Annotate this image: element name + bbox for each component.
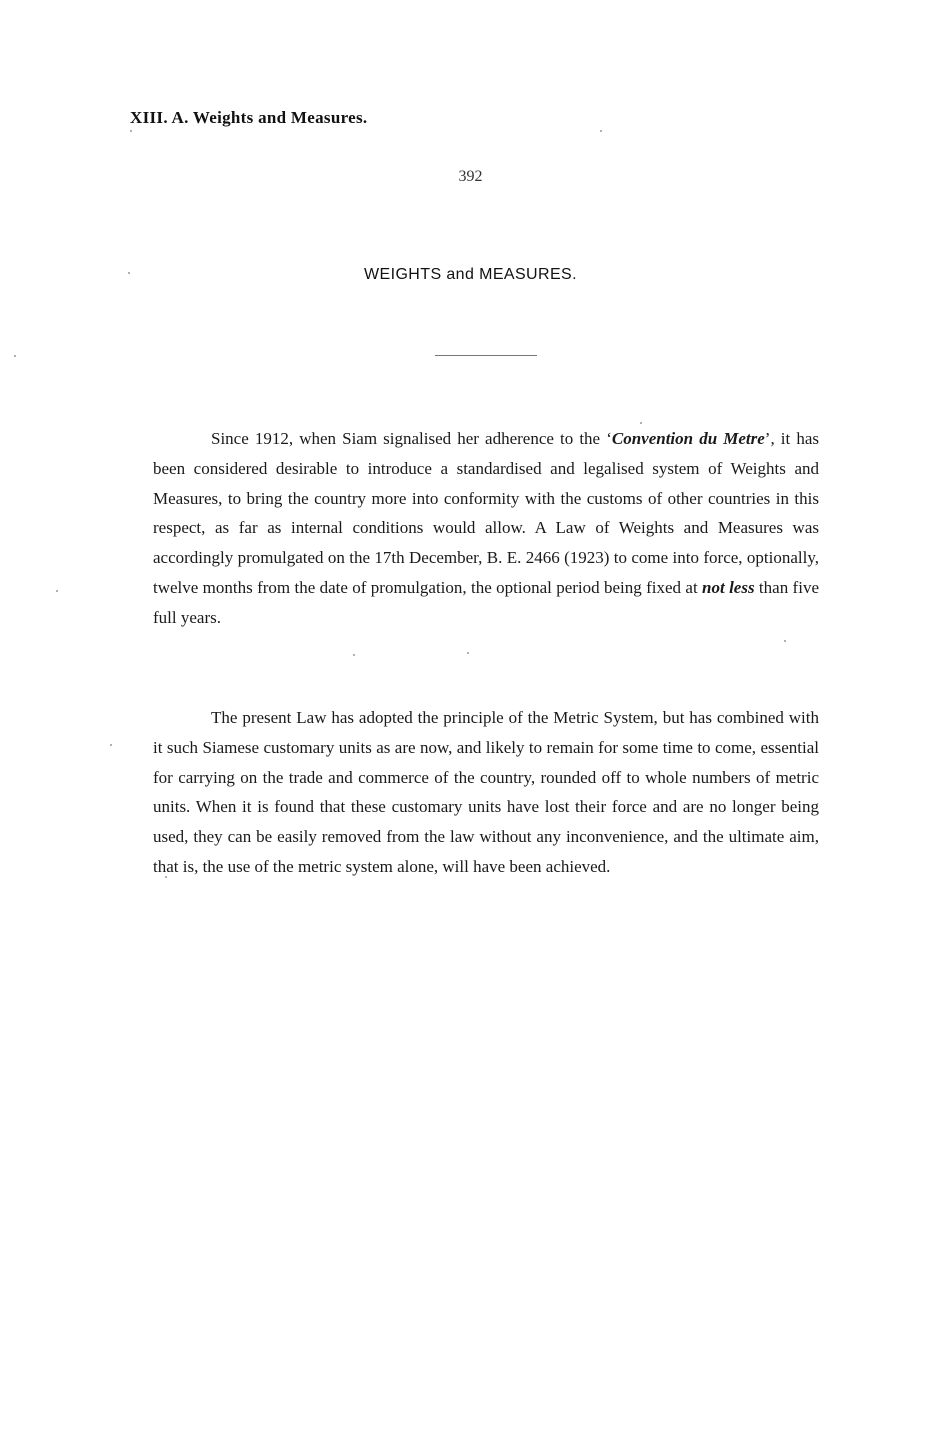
scan-speck <box>600 130 602 132</box>
paragraph-1-text-a: Since 1912, when Siam signalised her adherence to the <box>211 429 607 448</box>
scan-speck <box>110 744 112 746</box>
paragraph-1-text-c: than five full years. <box>153 577 819 627</box>
title-divider <box>435 355 537 356</box>
quote-open: ‘ <box>606 429 612 448</box>
scan-speck <box>128 272 130 274</box>
scan-speck <box>640 422 642 424</box>
quote-close: ’ <box>764 429 771 448</box>
convention-name: Convention du Metre <box>611 429 765 448</box>
section-heading: XIII. A. Weights and Measures. <box>130 108 368 127</box>
scan-speck <box>14 355 16 357</box>
emphasis-not-less: not less <box>702 577 755 597</box>
page-number: 392 <box>458 168 483 185</box>
scan-speck <box>467 652 469 654</box>
paragraph-2 <box>153 703 819 882</box>
scan-speck <box>784 640 786 642</box>
scan-speck <box>56 590 58 592</box>
document-title: WEIGHTS and MEASURES. <box>364 266 577 283</box>
paragraph-1-text-b: , it has been considered desirable to introduce a standardised and legalised system of Weights and Measures, to bring the country more into conformity with the customs of other countries in this respect, as far as internal conditions would allow. A Law of Weights and Measures was accordingly promulgated on the 17th December, B. E. 2466 (1923) to come into force, optionally, twelve months from the date of promulgation, the optional period being fixed at <box>153 429 819 597</box>
paragraph-2-text: The present Law has adopted the principle of the Metric System, but has combined with it such Siamese customary units as are now, and likely to remain for some time to come, essential for carrying on the trade and commerce of the country, rounded off to whole numbers of metric units. When it is found that these customary units have lost their force and are no longer being used, they can be easily removed from the law without any inconvenience, and the ultimate aim, that is, the use of the metric system alone, will have been achieved. <box>153 708 819 876</box>
scan-speck <box>130 130 132 132</box>
scan-speck <box>165 876 167 878</box>
paragraph-1 <box>153 424 819 633</box>
scan-speck <box>353 654 355 656</box>
